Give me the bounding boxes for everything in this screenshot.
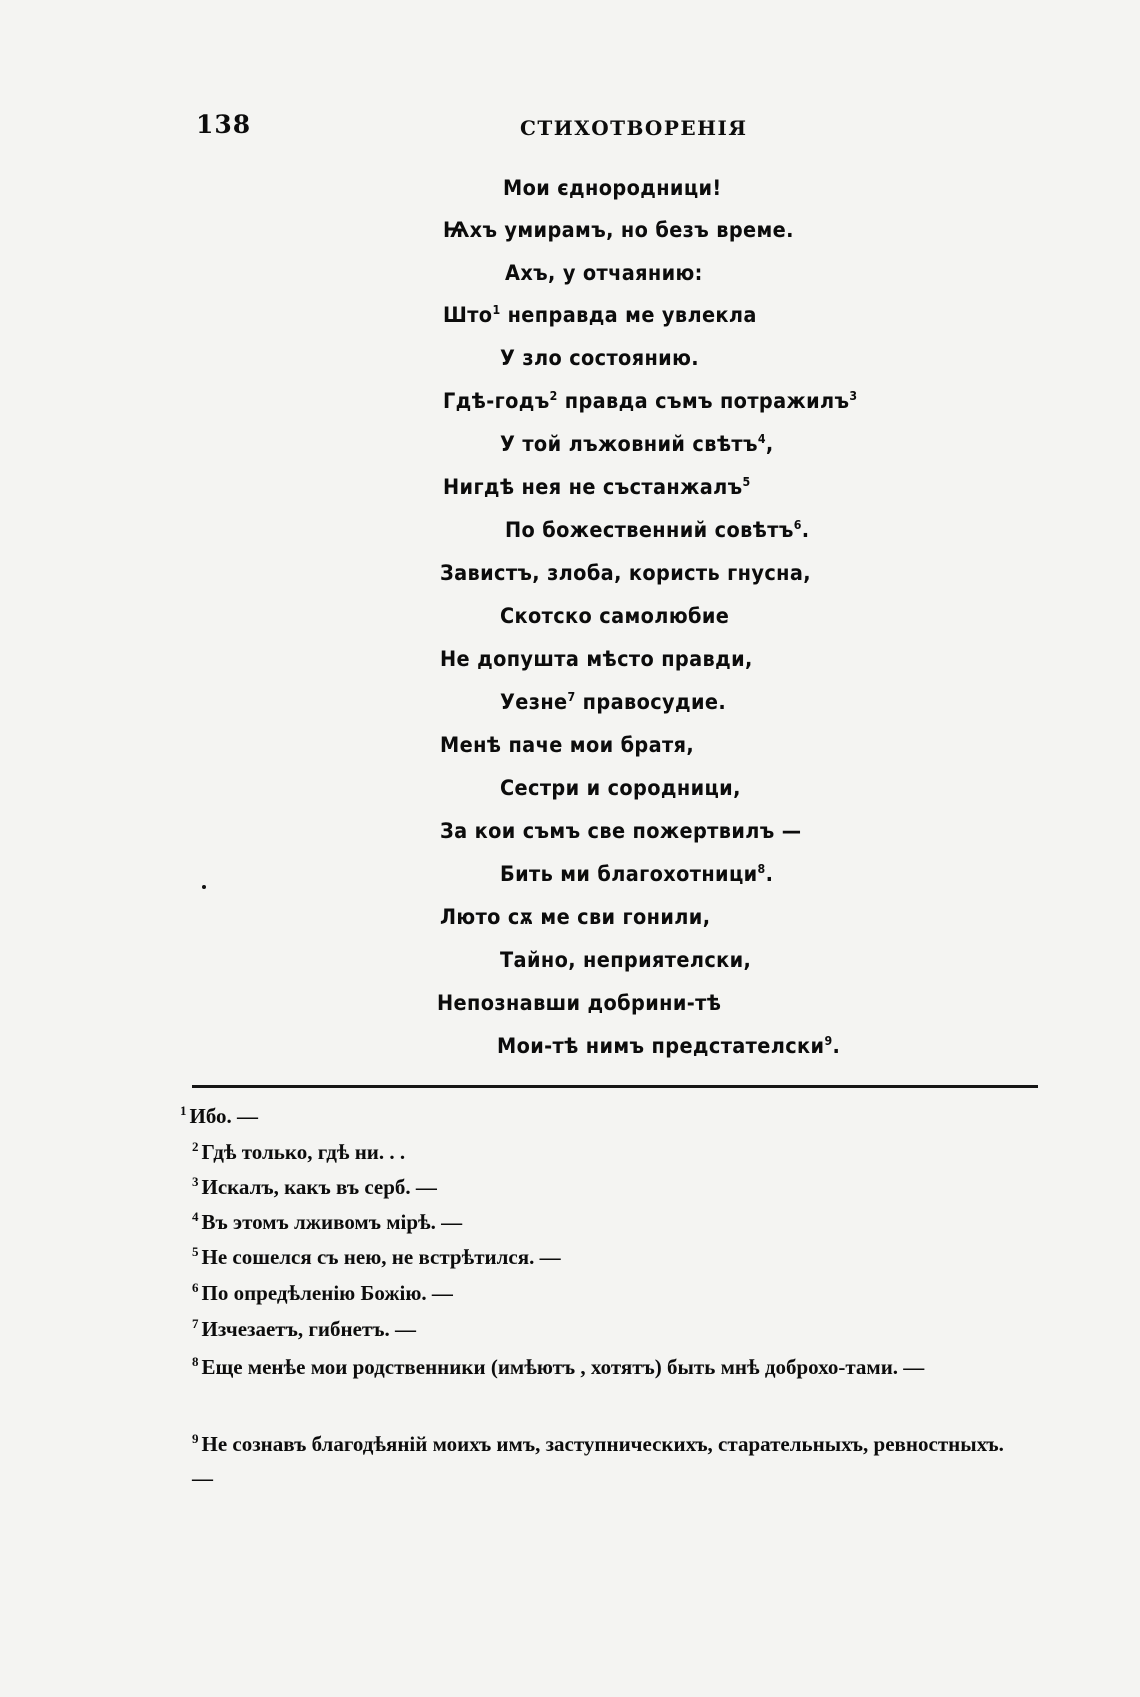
page-number: 138 — [196, 110, 252, 139]
footnote-separator — [192, 1085, 1038, 1088]
print-speck — [202, 885, 206, 889]
verse-line: У зло состоянию. — [500, 346, 699, 370]
verse-line: Гдѣ-годъ$^2$ правда съмъ потражилъ$^3$ — [443, 389, 858, 413]
verse-line: Што$^1$ неправда ме увлекла — [443, 303, 757, 327]
verse-line: Тайно, неприятелски, — [500, 948, 752, 972]
footnote: $^2$ Гдѣ только, гдѣ ни. . . — [192, 1139, 406, 1164]
verse-line: Бить ми благохотници$^8$. — [500, 862, 774, 886]
running-head: СТИХОТВОРЕНIЯ — [520, 116, 748, 140]
footnote: $^4$ Въ этомъ лживомъ мiрѣ. — — [192, 1209, 463, 1234]
verse-line: Нигдѣ нея не състанжалъ$^5$ — [443, 475, 751, 499]
footnote: $^9$ Не сознавъ благодѣянiй моихъ имъ, заступническихъ, старательныхъ, ревностныхъ. — — [192, 1431, 1004, 1490]
verse-line: Ахъ, у отчаянию: — [505, 261, 703, 285]
verse-line: Завистъ, злоба, користь гнусна, — [440, 561, 811, 585]
verse-line: Скотско самолюбие — [500, 604, 730, 628]
footnote: $^1$ Ибо. — — [180, 1103, 259, 1128]
verse-line: За кои съмъ све пожертвилъ — — [440, 819, 802, 843]
verse-line: Мои-тѣ нимъ предстателски$^9$. — [497, 1034, 841, 1058]
footnote: $^3$ Искалъ, какъ въ серб. — — [192, 1174, 437, 1199]
footnote: $^8$ Еще менѣе мои родственники (имѣютъ , хотятъ) быть мнѣ доброхо-тами. — — [192, 1354, 925, 1379]
verse-line: Менѣ паче мои братя, — [440, 733, 695, 757]
verse-line: Сестри и сородници, — [500, 776, 741, 800]
verse-line: Непознавши добрини-тѣ — [437, 991, 722, 1015]
verse-line: Люто сѫ ме сви гонили, — [440, 905, 711, 929]
verse-line: Не допушта мѣсто правди, — [440, 647, 753, 671]
footnote: $^7$ Изчезаетъ, гибнетъ. — — [192, 1316, 416, 1341]
verse-line: У той лъжовний свѣтъ$^4$, — [500, 432, 774, 456]
verse-line: Ѩхъ умирамъ, но безъ време. — [443, 218, 794, 242]
verse-line: По божественний совѣтъ$^6$. — [505, 518, 810, 542]
verse-line: Уезне$^7$ правосудие. — [500, 690, 727, 714]
verse-line: Мои єднородници! — [503, 176, 722, 200]
footnote: $^6$ По опредѣленiю Божiю. — — [192, 1280, 453, 1305]
footnote: $^5$ Не сошелся съ нею, не встрѣтился. — — [192, 1244, 561, 1269]
